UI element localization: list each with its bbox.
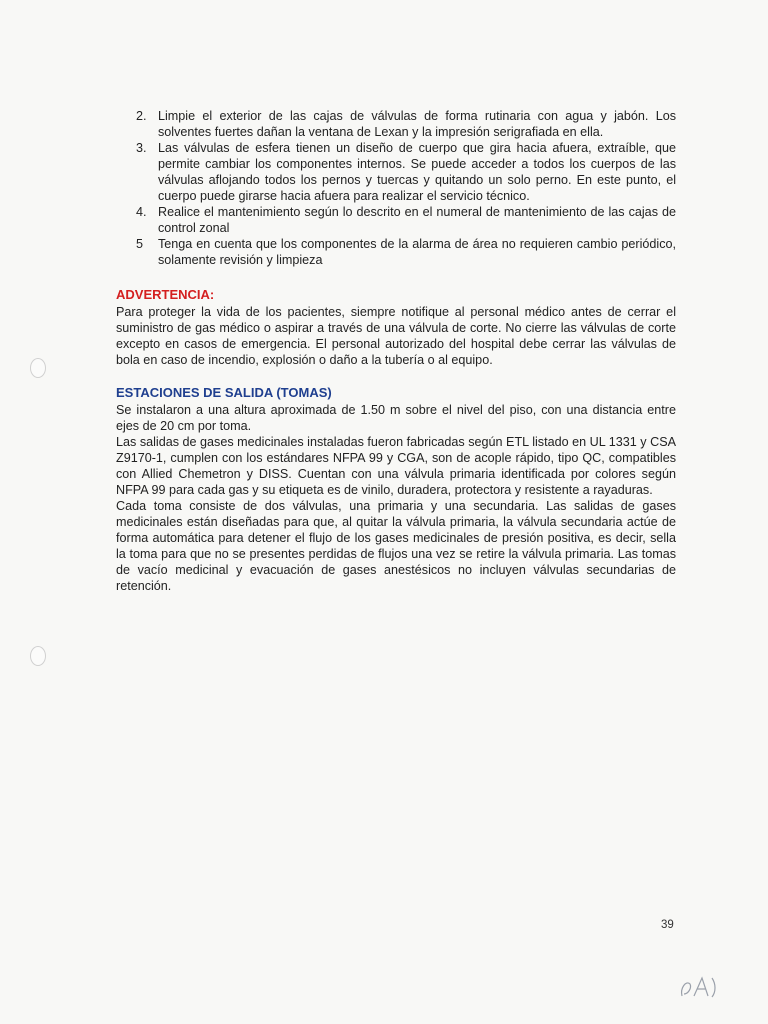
- warning-section: [116, 287, 676, 368]
- list-item-text: Realice el mantenimiento según lo descrito en el numeral de mantenimiento de las cajas de control zonal: [158, 205, 676, 235]
- outlets-paragraph: Las salidas de gases medicinales instaladas fueron fabricadas según ETL listado en UL 1331 y CSA Z9170-1, cumplen con los estándares NFPA 99 y CGA, son de acople rápido, tipo QC, compatibles con Allied Chemetron y DISS. Cuentan con una válvula primaria identificada por colores según NFPA 99 para cada gas y su etiqueta es de vinilo, duradera, protectora y resistente a rayaduras.: [116, 435, 676, 497]
- list-item-text: Tenga en cuenta que los componentes de la alarma de área no requieren cambio periódico, solamente revisión y limpieza: [158, 237, 676, 267]
- list-item: [136, 236, 676, 268]
- outlets-paragraph: Cada toma consiste de dos válvulas, una primaria y una secundaria. Las salidas de gases medicinales están diseñadas para que, al quitar la válvula primaria, la válvula secundaria actúe de forma automática para detener el flujo de los gases medicinales de presión positiva, es decir, sella la toma para que no se presentes perdidas de flujos una vez se retire la válvula primaria. Las tomas de vacío medicinal y evacuación de gases anestésicos no incluyen válvulas secundarias de retención.: [116, 499, 676, 593]
- list-item-number: 5: [136, 237, 144, 251]
- list-item-number: 2.: [136, 109, 147, 123]
- list-item-number: 3.: [136, 141, 147, 155]
- handwritten-folio-mark: [676, 970, 720, 1000]
- outlets-paragraph: Se instalaron a una altura aproximada de 1.50 m sobre el nivel del piso, con una distancia entre ejes de 20 cm por toma.: [116, 403, 676, 433]
- punch-hole: [30, 358, 46, 378]
- list-item: [136, 140, 676, 204]
- list-item: [136, 204, 676, 236]
- outlets-heading: ESTACIONES DE SALIDA (TOMAS): [116, 385, 332, 400]
- outlets-section: [116, 385, 676, 594]
- page-number: 39: [661, 919, 674, 931]
- list-item-text: Las válvulas de esfera tienen un diseño de cuerpo que gira hacia afuera, extraíble, que permite cambiar los componentes internos. Se puede acceder a todos los cuerpos de las válvulas aflojando todos los pernos y tuercas y quitando un solo perno. En este punto, el cuerpo puede girarse hacia afuera para realizar el servicio técnico.: [158, 141, 676, 203]
- warning-text: Para proteger la vida de los pacientes, siempre notifique al personal médico antes de cerrar el suministro de gas médico o aspirar a través de una válvula de corte. No cierre las válvulas de corte excepto en casos de emergencia. El personal autorizado del hospital debe cerrar las válvulas de bola en caso de incendio, explosión o daño a la tubería o al equipo.: [116, 305, 676, 367]
- punch-hole: [30, 646, 46, 666]
- list-item: [136, 108, 676, 140]
- list-item-number: 4.: [136, 205, 147, 219]
- maintenance-list: [136, 108, 676, 268]
- warning-heading: ADVERTENCIA:: [116, 287, 215, 302]
- list-item-text: Limpie el exterior de las cajas de válvulas de forma rutinaria con agua y jabón. Los solventes fuertes dañan la ventana de Lexan y la impresión serigrafiada en ella.: [158, 109, 676, 139]
